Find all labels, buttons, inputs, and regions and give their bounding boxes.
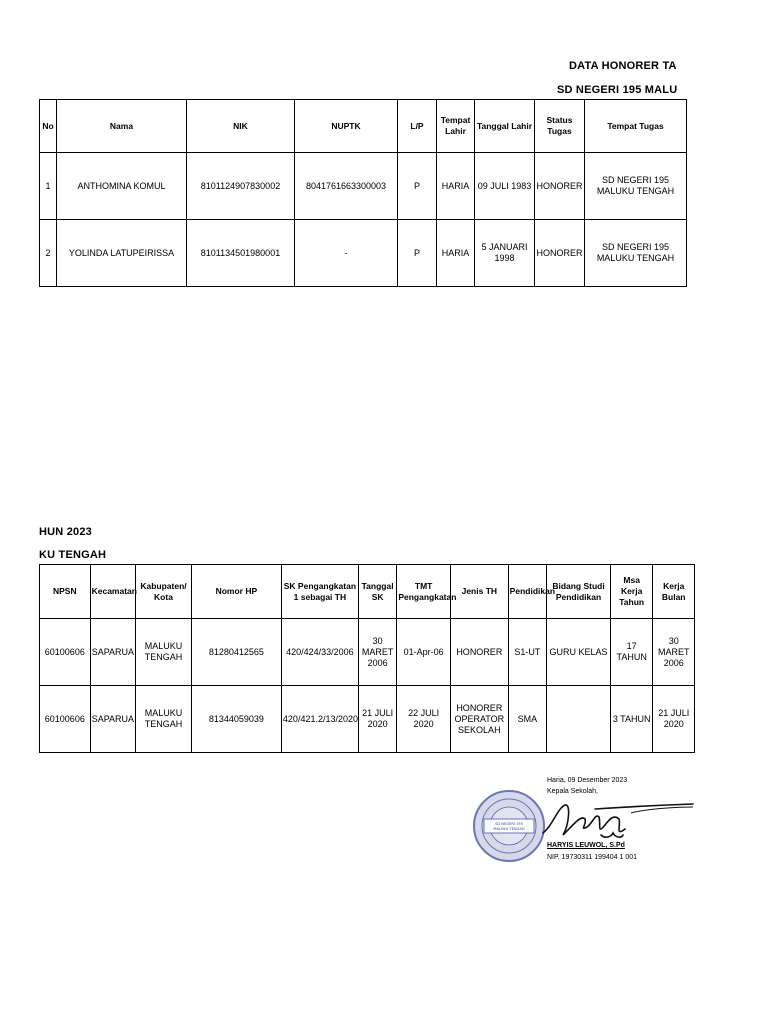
col-header-kerja-bulan: Kerja Bulan bbox=[653, 565, 695, 619]
cell-npsn: 60100606 bbox=[40, 619, 91, 686]
col-header-nik: NIK bbox=[187, 100, 295, 153]
cell-pendidikan: S1-UT bbox=[508, 619, 546, 686]
table2-header-row bbox=[40, 565, 695, 619]
signature-scribble-icon bbox=[535, 795, 695, 845]
cell-tanggal-sk: 30 MARET 2006 bbox=[358, 619, 396, 686]
cell-nuptk: 8041761663300003 bbox=[295, 153, 398, 220]
cell-lp: P bbox=[398, 153, 437, 220]
cell-nik: 8101124907830002 bbox=[187, 153, 295, 220]
cell-tempat-tugas: SD NEGERI 195 MALUKU TENGAH bbox=[585, 220, 687, 287]
table-row bbox=[40, 153, 687, 220]
col-header-nuptk: NUPTK bbox=[295, 100, 398, 153]
cell-lp: P bbox=[398, 220, 437, 287]
col-header-kecamatan: Kecamatan bbox=[90, 565, 136, 619]
document-title-part2: HUN 2023 bbox=[39, 526, 92, 538]
cell-kabupaten: MALUKU TENGAH bbox=[136, 619, 192, 686]
cell-masa-kerja-tahun: 17 TAHUN bbox=[610, 619, 653, 686]
table-row bbox=[40, 686, 695, 753]
col-header-lp: L/P bbox=[398, 100, 437, 153]
col-header-tanggal-sk: Tanggal SK bbox=[358, 565, 396, 619]
table-row bbox=[40, 619, 695, 686]
col-header-status-tugas: Status Tugas bbox=[535, 100, 585, 153]
col-header-tempat-lahir: Tempat Lahir bbox=[437, 100, 475, 153]
col-header-nama: Nama bbox=[57, 100, 187, 153]
cell-bidang-studi: GURU KELAS bbox=[547, 619, 611, 686]
table-row bbox=[40, 220, 687, 287]
col-header-npsn: NPSN bbox=[40, 565, 91, 619]
cell-status-tugas: HONORER bbox=[535, 220, 585, 287]
cell-tmt-pengangkatan: 22 JULI 2020 bbox=[397, 686, 451, 753]
cell-nik: 8101134501980001 bbox=[187, 220, 295, 287]
school-name-part2: KU TENGAH bbox=[39, 549, 107, 561]
cell-masa-kerja-tahun: 3 TAHUN bbox=[610, 686, 653, 753]
cell-kerja-bulan: 30 MARET 2006 bbox=[653, 619, 695, 686]
cell-nama: YOLINDA LATUPEIRISSA bbox=[57, 220, 187, 287]
honorer-table-part1 bbox=[39, 99, 687, 287]
honorer-table-part2 bbox=[39, 564, 695, 753]
col-header-nomor-hp: Nomor HP bbox=[191, 565, 281, 619]
col-header-masa-kerja-tahun: Msa Kerja Tahun bbox=[610, 565, 653, 619]
cell-pendidikan: SMA bbox=[508, 686, 546, 753]
cell-tanggal-sk: 21 JULI 2020 bbox=[358, 686, 396, 753]
cell-tempat-tugas: SD NEGERI 195 MALUKU TENGAH bbox=[585, 153, 687, 220]
cell-jenis-th: HONORER OPERATOR SEKOLAH bbox=[450, 686, 508, 753]
col-header-sk-pengangkatan: SK Pengangkatan 1 sebagai TH bbox=[281, 565, 358, 619]
cell-tempat-lahir: HARIA bbox=[437, 153, 475, 220]
svg-text:MALUKU TENGAH: MALUKU TENGAH bbox=[493, 827, 525, 831]
cell-tempat-lahir: HARIA bbox=[437, 220, 475, 287]
signature-place-date: Haria, 09 Desember 2023 bbox=[547, 777, 628, 784]
col-header-tmt-pengangkatan: TMT Pengangkatan bbox=[397, 565, 451, 619]
cell-tmt-pengangkatan: 01-Apr-06 bbox=[397, 619, 451, 686]
signature-role: Kepala Sekolah, bbox=[547, 788, 598, 795]
cell-no: 2 bbox=[40, 220, 57, 287]
col-header-kabupaten: Kabupaten/ Kota bbox=[136, 565, 192, 619]
cell-kabupaten: MALUKU TENGAH bbox=[136, 686, 192, 753]
col-header-tanggal-lahir: Tanggal Lahir bbox=[475, 100, 535, 153]
cell-nama: ANTHOMINA KOMUL bbox=[57, 153, 187, 220]
signature-name: HARYIS LEUWOL, S.Pd bbox=[547, 842, 625, 849]
signature-nip: NIP. 19730311 199404 1 001 bbox=[547, 854, 638, 861]
document-title-part1: DATA HONORER TA bbox=[569, 60, 677, 72]
cell-nomor-hp: 81344059039 bbox=[191, 686, 281, 753]
cell-kerja-bulan: 21 JULI 2020 bbox=[653, 686, 695, 753]
cell-jenis-th: HONORER bbox=[450, 619, 508, 686]
cell-tanggal-lahir: 5 JANUARI 1998 bbox=[475, 220, 535, 287]
cell-tanggal-lahir: 09 JULI 1983 bbox=[475, 153, 535, 220]
svg-text:SD NEGERI 195: SD NEGERI 195 bbox=[495, 822, 523, 826]
cell-nomor-hp: 81280412565 bbox=[191, 619, 281, 686]
col-header-bidang-studi: Bidang Studi Pendidikan bbox=[547, 565, 611, 619]
cell-bidang-studi bbox=[547, 686, 611, 753]
col-header-jenis-th: Jenis TH bbox=[450, 565, 508, 619]
cell-no: 1 bbox=[40, 153, 57, 220]
cell-nuptk: - bbox=[295, 220, 398, 287]
col-header-no: No bbox=[40, 100, 57, 153]
cell-npsn: 60100606 bbox=[40, 686, 91, 753]
cell-sk-pengangkatan: 420/424/33/2006 bbox=[281, 619, 358, 686]
cell-kecamatan: SAPARUA bbox=[90, 686, 136, 753]
col-header-tempat-tugas: Tempat Tugas bbox=[585, 100, 687, 153]
cell-sk-pengangkatan: 420/421.2/13/2020 bbox=[281, 686, 358, 753]
col-header-pendidikan: Pendidikan bbox=[508, 565, 546, 619]
table1-header-row bbox=[40, 100, 687, 153]
cell-status-tugas: HONORER bbox=[535, 153, 585, 220]
school-name-part1: SD NEGERI 195 MALU bbox=[557, 84, 678, 96]
cell-kecamatan: SAPARUA bbox=[90, 619, 136, 686]
